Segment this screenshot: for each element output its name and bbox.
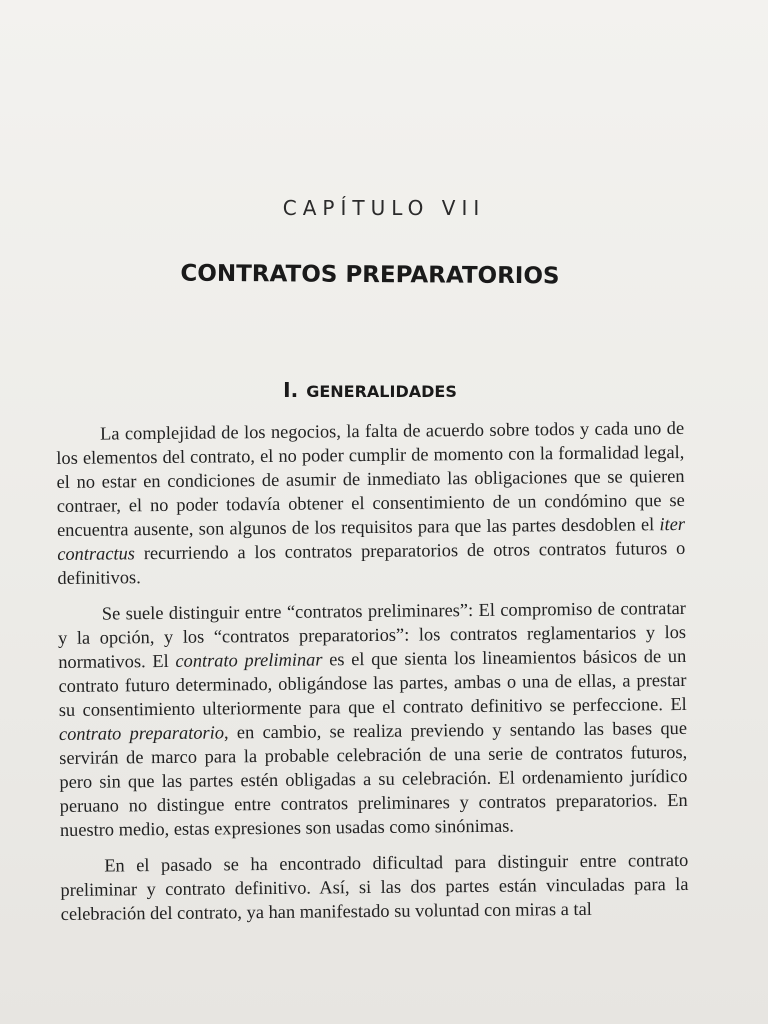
section-heading (0, 378, 740, 402)
paragraph-2-italic-term-1: contrato preliminar (175, 649, 323, 671)
paragraph-2-text-b: es el que sienta los lineamientos básicos de un contrato futuro determinado, obligándose las partes, ambas o una de ellas, a prestar su consentimiento ulteriormente para que el contrato definitivo se perfeccione. El (58, 645, 687, 720)
section-number: I. (283, 378, 299, 402)
chapter-label: CAPÍTULO VII (282, 196, 486, 220)
paragraph-3-text: En el pasado se ha encontrado dificultad para distinguir entre contrato preliminar y contrato definitivo. Así, si las dos partes están vinculadas para la celebración del contrato, ya han manifestado su voluntad con miras a tal (60, 849, 689, 924)
paragraph-2-italic-term-2: contrato preparatorio (58, 722, 225, 744)
paragraph-1 (56, 416, 686, 590)
paragraph-1-text-a: La complejidad de los negocios, la falta de acuerdo sobre todos y cada uno de los elementos del contrato, el no poder cumplir de momento con la formalidad legal, el no estar en condiciones de asumir de inmediato las obligaciones que se quieren contraer, el no poder todavía obtener el consentimiento de un condómino que se encuentra ausente, son algunos de los requisitos para que las partes desdoblen el (56, 417, 685, 540)
section-title: GENERALIDADES (306, 382, 457, 401)
chapter-title: CONTRATOS PREPARATORIOS (180, 260, 560, 290)
paragraph-2 (58, 596, 688, 842)
paragraph-1-italic-term: iter contractus (57, 513, 686, 564)
paragraph-1-text-b: recurriendo a los contratos preparatorios de otros contratos futuros o definitivos. (57, 537, 686, 588)
paragraph-2-text-a: Se suele distinguir entre “contratos preliminares”: El compromiso de contratar y la opción, y los “contratos preparatorios”: los contratos reglamentarios y los normativos. El (57, 597, 687, 672)
paragraph-3 (60, 848, 689, 926)
body-text (56, 416, 689, 938)
paragraph-2-text-c: , en cambio, se realiza previendo y sentando las bases que servirán de marco para la probable celebración de una serie de contratos futuros, pero sin que las partes estén obligadas a su celebración. El ordenamiento jurídico peruano no distingue entre contratos preliminares y contratos preparatorios. En nuestro medio, estas expresiones son usadas como sinónimas. (59, 717, 688, 840)
